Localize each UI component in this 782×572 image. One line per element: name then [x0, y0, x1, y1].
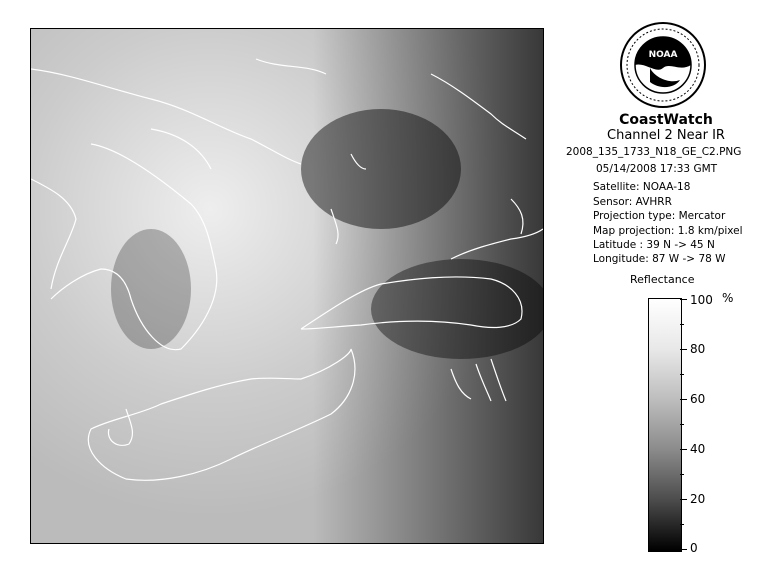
- sensor-label: Sensor: AVHRR: [593, 196, 672, 208]
- colorbar-tick-label: 40: [690, 442, 706, 456]
- colorbar-tick: [680, 499, 687, 500]
- brand-title: CoastWatch: [619, 112, 713, 128]
- noaa-logo: [620, 22, 706, 108]
- colorbar-tick-label: 80: [690, 342, 706, 356]
- map-projection-label: Map projection: 1.8 km/pixel: [593, 225, 743, 237]
- colorbar-minor-tick: [680, 374, 684, 375]
- noaa-logo-icon: [620, 22, 706, 108]
- projection-type-label: Projection type: Mercator: [593, 210, 726, 222]
- colorbar-tick-label: 100: [690, 293, 713, 307]
- colorbar-minor-tick: [680, 424, 684, 425]
- channel-label: Channel 2 Near IR: [607, 128, 725, 143]
- satellite-image: [30, 28, 544, 544]
- filename-label: 2008_135_1733_N18_GE_C2.PNG: [566, 146, 742, 158]
- legend-title: Reflectance: [630, 273, 695, 286]
- colorbar-minor-tick: [680, 324, 684, 325]
- colorbar-tick: [680, 349, 687, 350]
- colorbar-minor-tick: [680, 524, 684, 525]
- colorbar-minor-tick: [680, 474, 684, 475]
- satellite-label: Satellite: NOAA-18: [593, 181, 691, 193]
- colorbar-tick-label: 0: [690, 541, 698, 555]
- colorbar-gradient: [649, 299, 681, 551]
- datetime-label: 05/14/2008 17:33 GMT: [596, 163, 718, 175]
- colorbar: [648, 298, 682, 552]
- noaa-logo-text: NOAA: [648, 50, 678, 60]
- longitude-label: Longitude: 87 W -> 78 W: [593, 253, 726, 265]
- colorbar-unit: %: [722, 291, 734, 305]
- latitude-label: Latitude : 39 N -> 45 N: [593, 239, 715, 251]
- colorbar-tick-label: 60: [690, 392, 706, 406]
- colorbar-tick: [680, 549, 687, 550]
- satellite-image-svg: [31, 29, 543, 543]
- colorbar-tick: [680, 449, 687, 450]
- colorbar-tick: [680, 399, 687, 400]
- colorbar-tick-label: 20: [690, 492, 706, 506]
- colorbar-tick: [680, 299, 687, 300]
